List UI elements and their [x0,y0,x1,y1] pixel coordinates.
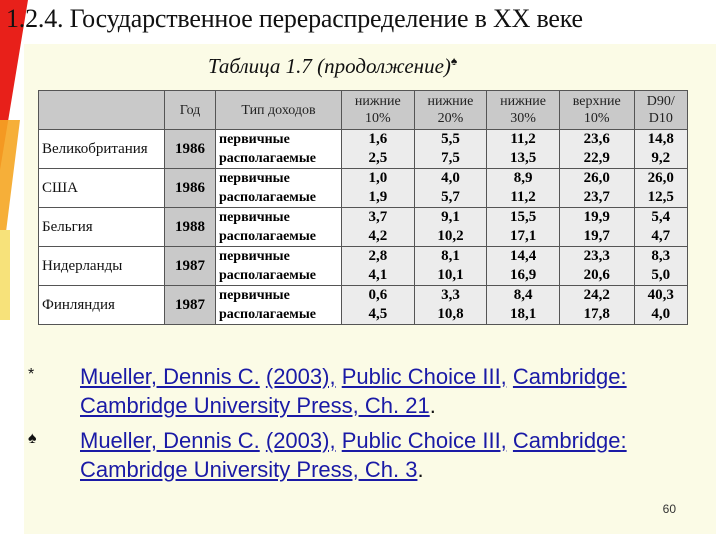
cell-top-10 [559,130,634,169]
footnote-mark: * [28,366,35,383]
cell-bottom-10 [342,130,415,169]
table-caption-text: Таблица 1.7 (продолжение) [208,54,451,78]
cell-top-10 [559,169,634,208]
cell-value: 14,4 [509,248,537,264]
header-top-10: верхние 10% [559,91,634,130]
cell-value: 20,6 [583,267,610,283]
cell-bottom-10 [342,247,415,286]
citation-author-link[interactable]: Mueller, Dennis C. [80,364,260,389]
table-header-row [39,91,688,130]
cell-value: 0,6 [368,287,388,303]
cell-value: 14,8 [647,131,674,147]
income-type-label: располагаемые [219,307,316,322]
footnote [24,362,716,426]
citation-end: . [417,457,424,482]
income-type-label: располагаемые [219,190,316,205]
table-row [39,130,688,169]
income-type-label: первичные [219,132,290,147]
header-d90-d10: D90/ D10 [634,91,687,130]
cell-bottom-30 [487,130,560,169]
cell-bottom-30 [487,169,560,208]
corner-decoration-yellow [0,230,10,320]
cell-value: 12,5 [647,189,674,205]
cell-value: 8,3 [651,248,671,264]
table-row [39,247,688,286]
cell-value: 7,5 [441,150,460,166]
cell-value: 1,9 [368,189,388,205]
cell-value: 40,3 [647,287,674,303]
cell-value: 4,0 [441,170,460,186]
cell-value: 4,1 [368,267,388,283]
table-row [39,286,688,325]
header-year: Год [165,91,216,130]
cell-value: 18,1 [509,306,537,322]
header-bottom-20: нижние 20% [414,91,487,130]
cell-value: 17,1 [509,228,537,244]
cell-bottom-20 [414,247,487,286]
cell-value: 22,9 [583,150,610,166]
cell-bottom-20 [414,286,487,325]
cell-bottom-30 [487,247,560,286]
footnote-citation [80,362,700,420]
cell-value: 26,0 [647,170,674,186]
cell-bottom-20 [414,169,487,208]
cell-top-10 [559,208,634,247]
cell-year: 1986 [165,130,216,169]
cell-value: 17,8 [583,306,610,322]
cell-bottom-10 [342,169,415,208]
citation-work-link[interactable]: Public Choice III, [341,364,507,389]
income-type-label: первичные [219,210,290,225]
cell-value: 24,2 [583,287,610,303]
cell-value: 16,9 [509,267,537,283]
cell-income-types [216,169,342,208]
footnote-citation [80,426,700,484]
cell-value: 5,7 [441,189,460,205]
header-bottom-30: нижние 30% [487,91,560,130]
cell-value: 9,1 [441,209,460,225]
cell-value: 4,0 [651,306,671,322]
income-type-label: располагаемые [219,268,316,283]
cell-value: 1,0 [368,170,388,186]
cell-value: 1,6 [368,131,388,147]
citation-year-link[interactable]: (2003), [265,364,336,389]
footnote-mark: ♠ [28,430,37,447]
cell-country: США [39,169,165,208]
cell-income-types [216,286,342,325]
cell-value: 8,4 [513,287,533,303]
cell-year: 1986 [165,169,216,208]
cell-bottom-10 [342,286,415,325]
cell-bottom-30 [487,208,560,247]
income-type-label: первичные [219,249,290,264]
cell-d90-d10 [634,247,687,286]
slide-content [24,44,716,534]
cell-bottom-20 [414,208,487,247]
cell-value: 11,2 [510,189,536,205]
income-distribution-table [38,90,688,325]
cell-top-10 [559,247,634,286]
citation-work-link[interactable]: Public Choice III, [341,428,507,453]
cell-income-types [216,208,342,247]
citation-year-link[interactable]: (2003), [265,428,336,453]
cell-value: 23,3 [583,248,610,264]
cell-year: 1988 [165,208,216,247]
footnotes [24,362,716,490]
cell-bottom-30 [487,286,560,325]
cell-value: 13,5 [509,150,537,166]
cell-value: 2,8 [368,248,388,264]
cell-value: 10,2 [437,228,464,244]
cell-d90-d10 [634,208,687,247]
cell-top-10 [559,286,634,325]
cell-country: Финляндия [39,286,165,325]
cell-value: 23,7 [583,189,610,205]
table-row [39,208,688,247]
citation-end: . [429,393,436,418]
cell-value: 19,9 [583,209,610,225]
cell-value: 11,2 [510,131,536,147]
cell-value: 4,5 [368,306,388,322]
header-bottom-10: нижние 10% [342,91,415,130]
cell-income-types [216,130,342,169]
caption-footnote-mark: ♠ [450,54,458,68]
cell-d90-d10 [634,286,687,325]
cell-value: 5,0 [651,267,671,283]
cell-country: Великобритания [39,130,165,169]
income-type-label: располагаемые [219,151,316,166]
page-number: 60 [662,502,676,516]
cell-country: Нидерланды [39,247,165,286]
cell-value: 10,1 [437,267,464,283]
cell-value: 19,7 [583,228,610,244]
cell-country: Бельгия [39,208,165,247]
cell-value: 4,7 [651,228,671,244]
cell-year: 1987 [165,286,216,325]
slide-title: 1.2.4. Государственное перераспределение в XX веке [6,4,583,33]
table-caption [208,54,457,79]
income-type-label: располагаемые [219,229,316,244]
footnote [24,426,716,490]
table-row [39,169,688,208]
cell-bottom-20 [414,130,487,169]
cell-value: 5,4 [651,209,671,225]
cell-bottom-10 [342,208,415,247]
cell-value: 2,5 [368,150,388,166]
cell-value: 26,0 [583,170,610,186]
cell-value: 15,5 [509,209,537,225]
citation-publisher-link[interactable]: Cambridge: Cambridge University Press, Ch. 21 [80,364,627,418]
income-type-label: первичные [219,171,290,186]
cell-d90-d10 [634,130,687,169]
cell-value: 9,2 [651,150,671,166]
cell-value: 8,1 [441,248,460,264]
header-country [39,91,165,130]
cell-d90-d10 [634,169,687,208]
cell-income-types [216,247,342,286]
cell-value: 4,2 [368,228,388,244]
income-type-label: первичные [219,288,290,303]
cell-value: 23,6 [583,131,610,147]
cell-value: 8,9 [513,170,533,186]
citation-publisher-link[interactable]: Cambridge: Cambridge University Press, Ch. 3 [80,428,627,482]
cell-value: 3,7 [368,209,388,225]
header-income-type: Тип доходов [216,91,342,130]
cell-year: 1987 [165,247,216,286]
cell-value: 5,5 [441,131,460,147]
cell-value: 10,8 [437,306,464,322]
cell-value: 3,3 [441,287,460,303]
citation-author-link[interactable]: Mueller, Dennis C. [80,428,260,453]
